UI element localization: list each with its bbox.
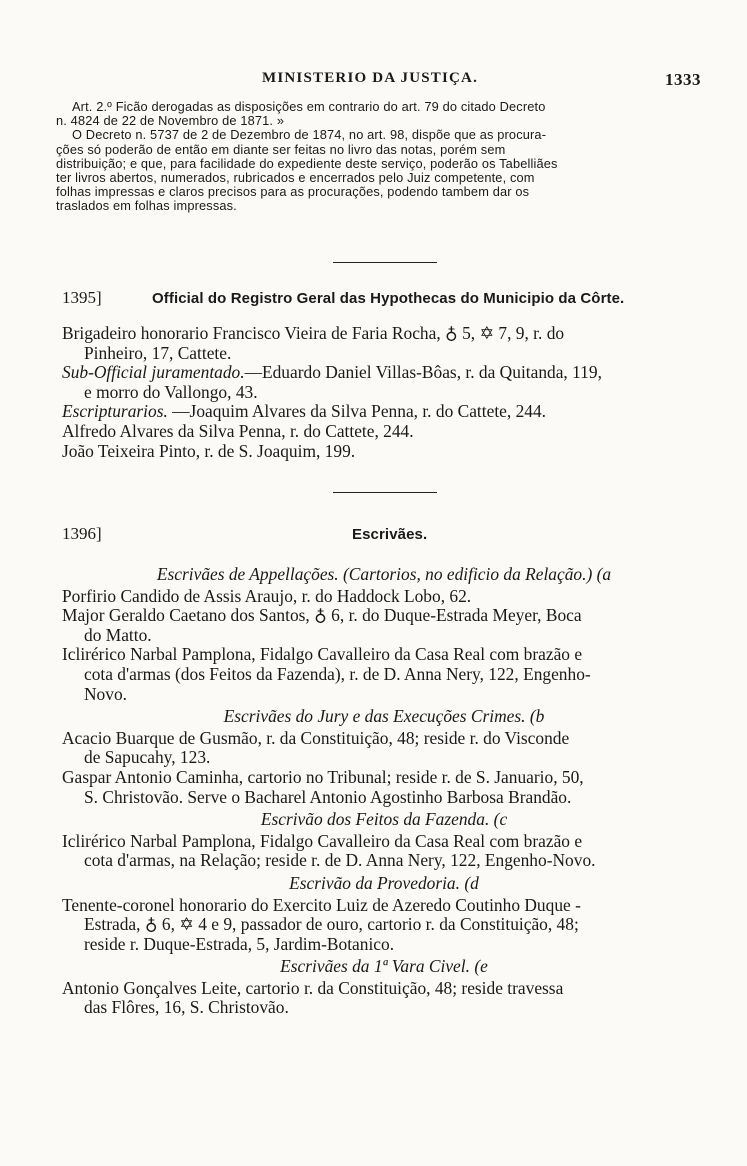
- subsection-heading-vara-civel: Escrivães da 1ª Vara Civel. (e: [280, 956, 488, 977]
- entry-line: —Joaquim Alvares da Silva Penna, r. do Cattete, 244.: [167, 401, 546, 422]
- list-item: [62, 979, 706, 1018]
- section-title: Escrivães.: [352, 526, 428, 543]
- entry-line: Antonio Gonçalves Leite, cartorio r. da Constituição, 48; reside travessa: [62, 977, 564, 998]
- list-item: [62, 442, 706, 462]
- section-1396-entries: [62, 562, 706, 1018]
- entry-line: —Eduardo Daniel Villas-Bôas, r. da Quitanda, 119,: [244, 362, 602, 383]
- entry-line: cota d'armas, na Relação; reside r. de D. Anna Nery, 122, Engenho-Novo.: [84, 850, 596, 871]
- entry-line: Alfredo Alvares da Silva Penna, r. do Cattete, 244.: [62, 420, 414, 441]
- section-divider: [333, 262, 437, 263]
- entry-line: e morro do Vallongo, 43.: [84, 381, 258, 402]
- list-item: [62, 832, 706, 871]
- prelude-line: Art. 2.º Ficão derogadas as disposições em contrario do art. 79 do citado Decreto: [72, 100, 546, 114]
- entry-line: Major Geraldo Caetano dos Santos, ♁ 6, r. do Duque-Estrada Meyer, Boca: [62, 605, 582, 626]
- entry-line: Iclirérico Narbal Pamplona, Fidalgo Cavalleiro da Casa Real com brazão e: [62, 830, 583, 851]
- entry-line: Porfirio Candido de Assis Araujo, r. do Haddock Lobo, 62.: [62, 585, 472, 606]
- entry-line: do Matto.: [84, 624, 152, 645]
- list-item: [62, 402, 706, 422]
- entry-line: Acacio Buarque de Gusmão, r. da Constituição, 48; reside r. do Visconde: [62, 727, 570, 748]
- list-item: [62, 324, 706, 363]
- entry-line: Brigadeiro honorario Francisco Vieira de Faria Rocha, ♁ 5, ✡ 7, 9, r. do: [62, 323, 565, 343]
- entry-line: reside r. Duque-Estrada, 5, Jardim-Botanico.: [84, 933, 395, 954]
- list-item: [62, 363, 706, 402]
- entry-line: Tenente-coronel honorario do Exercito Luiz de Azeredo Coutinho Duque -: [62, 894, 581, 915]
- list-item: [62, 422, 706, 442]
- prelude-line: O Decreto n. 5737 de 2 de Dezembro de 1874, no art. 98, dispõe que as procura-: [72, 128, 547, 143]
- prelude-line: n. 4824 de 22 de Novembro de 1871. »: [56, 114, 285, 129]
- entry-line: Pinheiro, 17, Cattete.: [84, 342, 232, 363]
- prelude-paragraph: [50, 100, 704, 214]
- section-divider: [333, 492, 437, 493]
- entry-line: Iclirérico Narbal Pamplona, Fidalgo Cavalleiro da Casa Real com brazão e: [62, 644, 583, 665]
- section-number: 1395]: [62, 288, 102, 307]
- entry-line: Gaspar Antonio Caminha, cartorio no Tribunal; reside r. de S. Januario, 50,: [62, 766, 584, 787]
- entry-line: de Sapucahy, 123.: [84, 747, 211, 768]
- list-item: [62, 645, 706, 704]
- section-1395-entries: [62, 324, 706, 461]
- prelude-line: ter livros abertos, numerados, rubricados e encerrados pelo Juiz competente, com: [56, 171, 535, 186]
- subsection-heading-provedoria: Escrivão da Provedoria. (d: [289, 872, 479, 893]
- entry-line: Estrada, ♁ 6, ✡ 4 e 9, passador de ouro, cartorio r. da Constituição, 48;: [84, 914, 579, 935]
- entry-line: S. Christovão. Serve o Bacharel Antonio Agostinho Barbosa Brandão.: [84, 786, 572, 807]
- entry-line: Novo.: [84, 683, 127, 704]
- subsection-heading-fazenda: Escrivão dos Feitos da Fazenda. (c: [260, 809, 508, 830]
- entry-line: cota d'armas (dos Feitos da Fazenda), r. de D. Anna Nery, 122, Engenho-: [84, 663, 591, 684]
- entry-role: Sub-Official juramentado.: [62, 362, 245, 383]
- subsection-heading-jury: Escrivães do Jury e das Execuções Crimes. (b: [223, 706, 545, 727]
- running-title: MINISTERIO DA JUSTIÇA.: [262, 70, 479, 86]
- prelude-line: distribuição; e que, para facilidade do expediente deste serviço, poderão os Tabelliães: [56, 156, 558, 171]
- list-item: [62, 768, 706, 807]
- subsection-heading-appellacoes: Escrivães de Appellações. (Cartorios, no edificio da Relação.) (a: [156, 564, 612, 584]
- list-item: [62, 606, 706, 645]
- list-item: [62, 896, 706, 955]
- list-item: [62, 729, 706, 768]
- section-number: 1396]: [62, 524, 102, 543]
- prelude-line: ções só poderão de então em diante ser feitas no livro das notas, porém sem: [56, 142, 506, 157]
- running-header: [0, 70, 747, 90]
- list-item: [62, 587, 706, 607]
- section-title: Official do Registro Geral das Hypothecas do Municipio da Côrte.: [152, 290, 625, 307]
- prelude-line: folhas impressas e claros precisos para as procurações, podendo tambem dar os: [56, 185, 530, 200]
- entry-line: das Flôres, 16, S. Christovão.: [84, 997, 289, 1018]
- entry-role: Escripturarios.: [62, 401, 168, 422]
- page-number: 1333: [665, 70, 701, 89]
- entry-line: João Teixeira Pinto, r. de S. Joaquim, 199.: [62, 440, 356, 461]
- prelude-line: traslados em folhas impressas.: [56, 199, 237, 214]
